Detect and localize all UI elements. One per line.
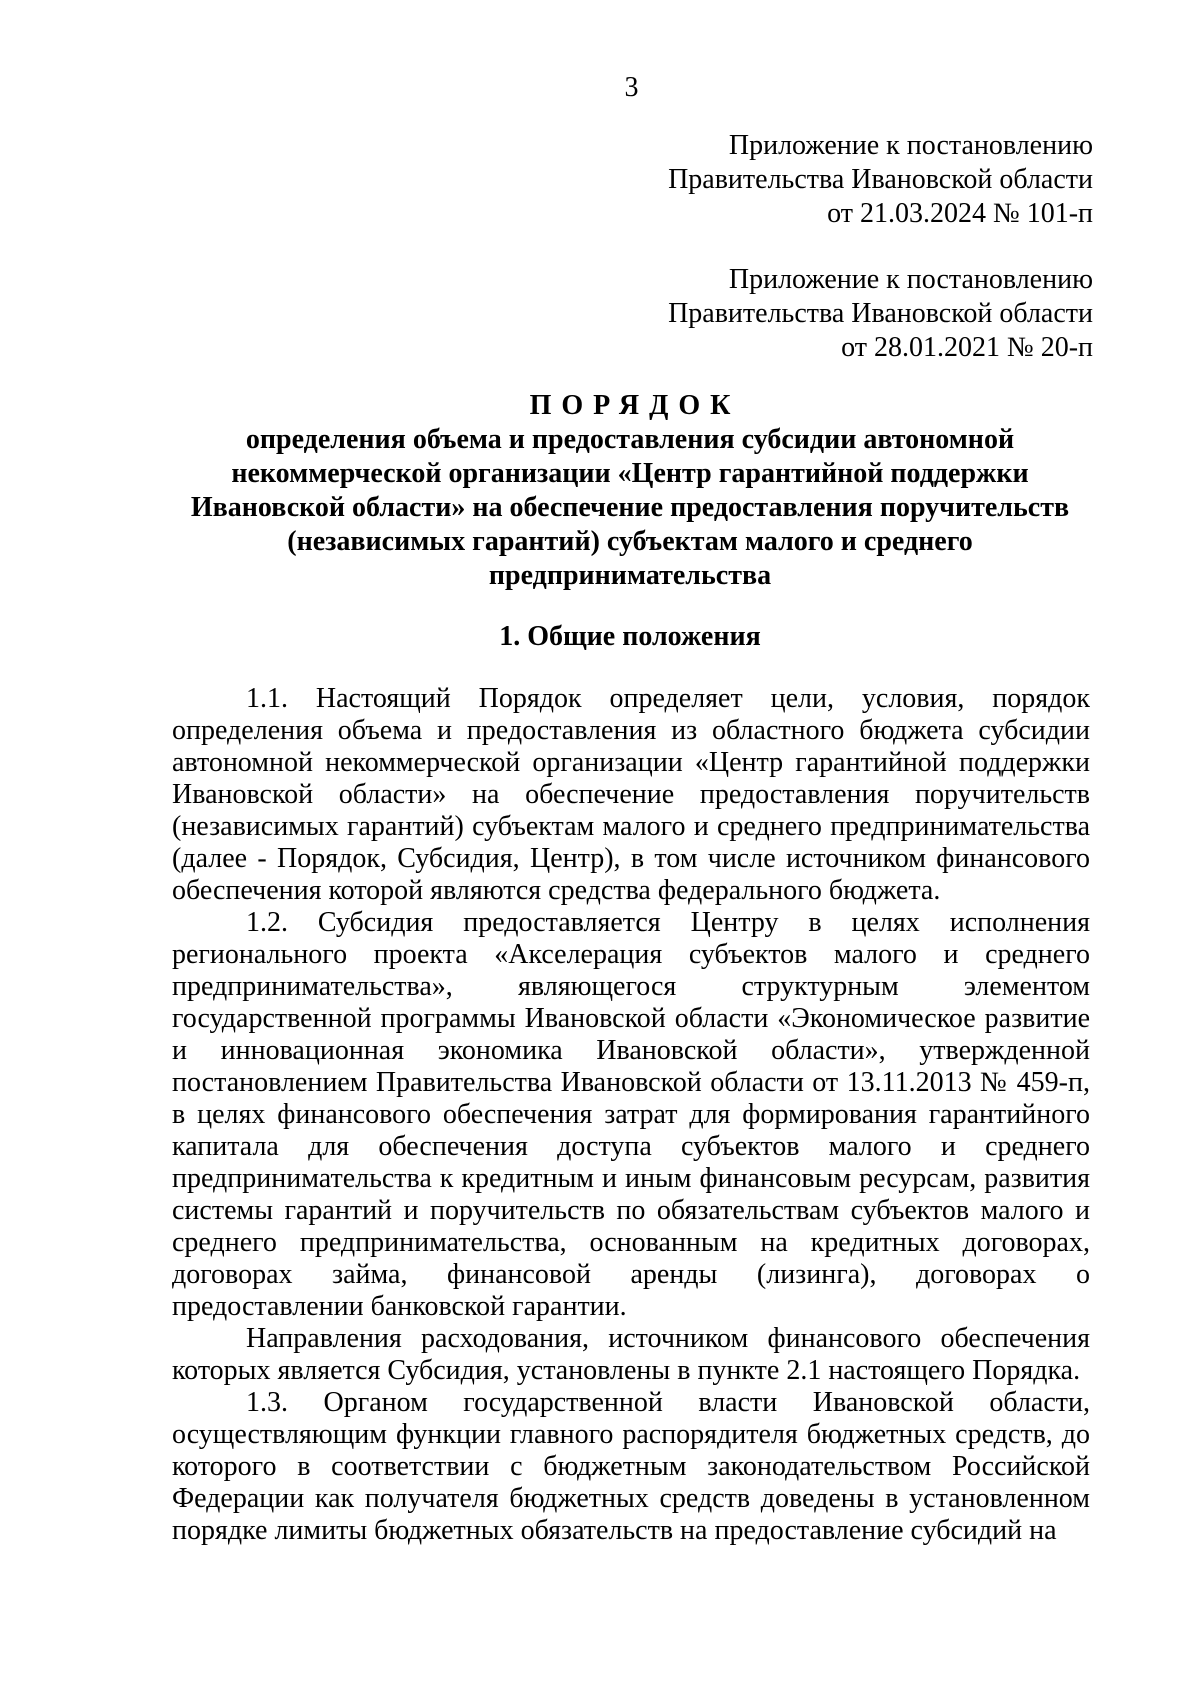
subtitle-line: некоммерческой организации «Центр гарантийной поддержки <box>231 458 1029 489</box>
paragraph: Направления расходования, источником финансового обеспечения которых является Субсидия, установлены в пункте 2.1 настоящего Порядка. <box>172 1323 1090 1386</box>
attachment-note-current <box>668 129 1093 231</box>
paragraph: 1.1. Настоящий Порядок определяет цели, условия, порядок определения объема и предоставления из областного бюджета субсидии автономной некоммерческой организации «Центр гарантийной поддержки Ивановской области» на обеспечение предоставления поручительств (независимых гарантий) субъектам малого и среднего предпринимательства (далее - Порядок, Субсидия, Центр), в том числе источником финансового обеспечения которой являются средства федерального бюджета. <box>172 683 1090 906</box>
attachment-note-original <box>668 263 1093 365</box>
attachment-line: Приложение к постановлению <box>728 264 1093 295</box>
attachment-line: от 21.03.2024 № 101-п <box>827 198 1093 229</box>
document-title <box>150 389 1110 593</box>
attachment-line: Приложение к постановлению <box>728 130 1093 161</box>
subtitle-line: определения объема и предоставления субсидии автономной <box>245 424 1015 455</box>
subtitle-line: предпринимательства <box>488 560 772 591</box>
section-body <box>172 683 1090 1547</box>
attachment-line: Правительства Ивановской области <box>668 164 1093 195</box>
title-main: ПОРЯДОК <box>529 390 741 421</box>
paragraph: 1.3. Органом государственной власти Ивановской области, осуществляющим функции главного распорядителя бюджетных средств, до которого в соответствии с бюджетным законодательством Российской Федерации как получателя бюджетных средств доведены в установленном порядке лимиты бюджетных обязательств на предоставление субсидий на <box>172 1387 1090 1546</box>
section-heading: 1. Общие положения <box>499 621 761 652</box>
title-subtitle <box>150 423 1110 593</box>
attachment-line: от 28.01.2021 № 20-п <box>841 332 1093 363</box>
attachment-line: Правительства Ивановской области <box>668 298 1093 329</box>
page-number: 3 <box>624 72 639 103</box>
subtitle-line: (независимых гарантий) субъектам малого и среднего <box>287 526 973 557</box>
paragraph: 1.2. Субсидия предоставляется Центру в целях исполнения регионального проекта «Акселерация субъектов малого и среднего предпринимательства», являющегося структурным элементом государственной программы Ивановской области «Экономическое развитие и инновационная экономика Ивановской области», утвержденной постановлением Правительства Ивановской области от 13.11.2013 № 459-п, в целях финансового обеспечения затрат для формирования гарантийного капитала для обеспечения доступа субъектов малого и среднего предпринимательства к кредитным и иным финансовым ресурсам, развития системы гарантий и поручительств по обязательствам субъектов малого и среднего предпринимательства, основанным на кредитных договорах, договорах займа, финансовой аренды (лизинга), договорах о предоставлении банковской гарантии. <box>172 907 1090 1322</box>
subtitle-line: Ивановской области» на обеспечение предоставления поручительств <box>190 492 1070 523</box>
